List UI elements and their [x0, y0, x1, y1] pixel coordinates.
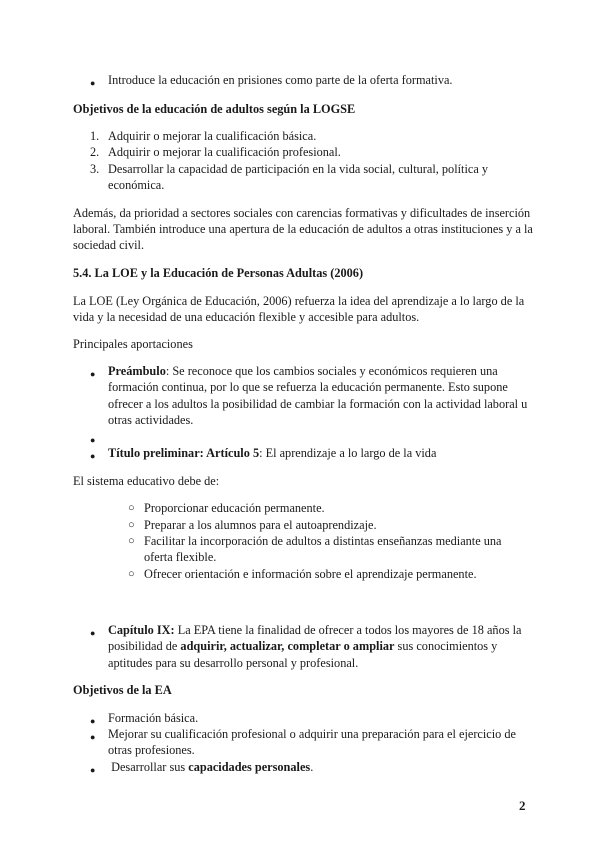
page-number: 2 — [519, 798, 526, 813]
capitulo-text-2b: sus conocimientos y — [394, 639, 498, 653]
circle-bullet-icon: ○ — [128, 535, 135, 547]
heading-loe: 5.4. La LOE y la Educación de Personas Adultas (2006) — [73, 266, 364, 280]
capitulo-label: Capítulo IX: — [108, 623, 175, 637]
loe-para-line-2: vida y la necesidad de una educación flexible y accesible para adultos. — [73, 310, 420, 324]
ea-item-3-bold: capacidades personales — [188, 760, 311, 774]
principales-label: Principales aportaciones — [73, 337, 193, 351]
logse-item-1: Adquirir o mejorar la cualificación básica. — [108, 129, 317, 143]
ea-item-3 — [108, 759, 313, 775]
ea-item-2-line-1: Mejorar su cualificación profesional o adquirir una preparación para el ejercicio de — [108, 727, 516, 741]
capitulo-line-3: aptitudes para su desarrollo personal y profesional. — [108, 656, 359, 670]
titulo-text: : El aprendizaje a lo largo de la vida — [259, 446, 437, 460]
sistema-item-3-line-1: Facilitar la incorporación de adultos a distintas enseñanzas mediante una — [144, 534, 502, 548]
bullet-icon: ● — [90, 716, 96, 726]
logse-item-3-line-2: económica. — [108, 178, 165, 192]
titulo-line — [108, 445, 436, 461]
ea-item-3-pre: Desarrollar sus — [108, 760, 189, 774]
sistema-label: El sistema educativo debe de: — [73, 474, 220, 488]
bullet-icon: ● — [90, 369, 96, 379]
list-number: 2. — [90, 145, 100, 159]
ea-item-1: Formación básica. — [108, 711, 199, 725]
list-number: 1. — [90, 129, 100, 143]
sistema-item-4: Ofrecer orientación e información sobre el aprendizaje permanente. — [144, 567, 477, 581]
preambulo-line-1 — [108, 363, 498, 379]
ea-item-3-post: . — [310, 760, 314, 774]
sistema-item-3-line-2: oferta flexible. — [144, 550, 217, 564]
heading-ea: Objetivos de la EA — [73, 683, 172, 697]
bullet-icon: ● — [90, 451, 96, 461]
ea-item-2-line-2: otras profesiones. — [108, 743, 195, 757]
loe-para-line-1: La LOE (Ley Orgánica de Educación, 2006) refuerza la idea del aprendizaje a lo largo de la — [73, 294, 525, 308]
circle-bullet-icon: ○ — [128, 519, 135, 531]
capitulo-text-1: La EPA tiene la finalidad de ofrecer a todos los mayores de 18 años la — [174, 623, 522, 637]
bullet-icon: ● — [90, 628, 96, 638]
bullet-icon: ● — [90, 78, 96, 88]
list-number: 3. — [90, 162, 100, 176]
capitulo-line-1 — [108, 622, 521, 638]
circle-bullet-icon: ○ — [128, 502, 135, 514]
capitulo-line-2 — [108, 638, 497, 654]
logse-item-3-line-1: Desarrollar la capacidad de participación en la vida social, cultural, política y — [108, 162, 489, 176]
logse-para-line-2: laboral. También introduce una apertura de la educación de adultos a otras instituciones y a la — [73, 222, 533, 236]
logse-para-line-3: sociedad civil. — [73, 238, 145, 252]
top-bullet-text: Introduce la educación en prisiones como parte de la oferta formativa. — [108, 73, 453, 87]
logse-item-2: Adquirir o mejorar la cualificación profesional. — [108, 145, 341, 159]
titulo-label: Título preliminar: Artículo 5 — [108, 446, 260, 460]
logse-para-line-1: Además, da prioridad a sectores sociales con carencias formativas y dificultades de inserción — [73, 206, 531, 220]
heading-logse: Objetivos de la educación de adultos según la LOGSE — [73, 102, 356, 116]
bullet-icon: ● — [90, 435, 96, 445]
capitulo-bold: adquirir, actualizar, completar o ampliar — [180, 639, 395, 653]
preambulo-line-2: formación continua, por lo que se refuerza la educación permanente. Esto supone — [108, 380, 508, 394]
bullet-icon: ● — [90, 765, 96, 775]
sistema-item-1: Proporcionar educación permanente. — [144, 501, 325, 515]
preambulo-line-4: otras actividades. — [108, 413, 194, 427]
bullet-icon: ● — [90, 732, 96, 742]
sistema-item-2: Preparar a los alumnos para el autoaprendizaje. — [144, 518, 377, 532]
circle-bullet-icon: ○ — [128, 568, 135, 580]
capitulo-text-2a: posibilidad de — [108, 639, 181, 653]
preambulo-text: : Se reconoce que los cambios sociales y económicos requieren una — [165, 364, 498, 378]
preambulo-label: Preámbulo — [108, 364, 166, 378]
preambulo-line-3: ofrecer a los adultos la posibilidad de cambiar la formación con la actividad laboral u — [108, 397, 528, 411]
